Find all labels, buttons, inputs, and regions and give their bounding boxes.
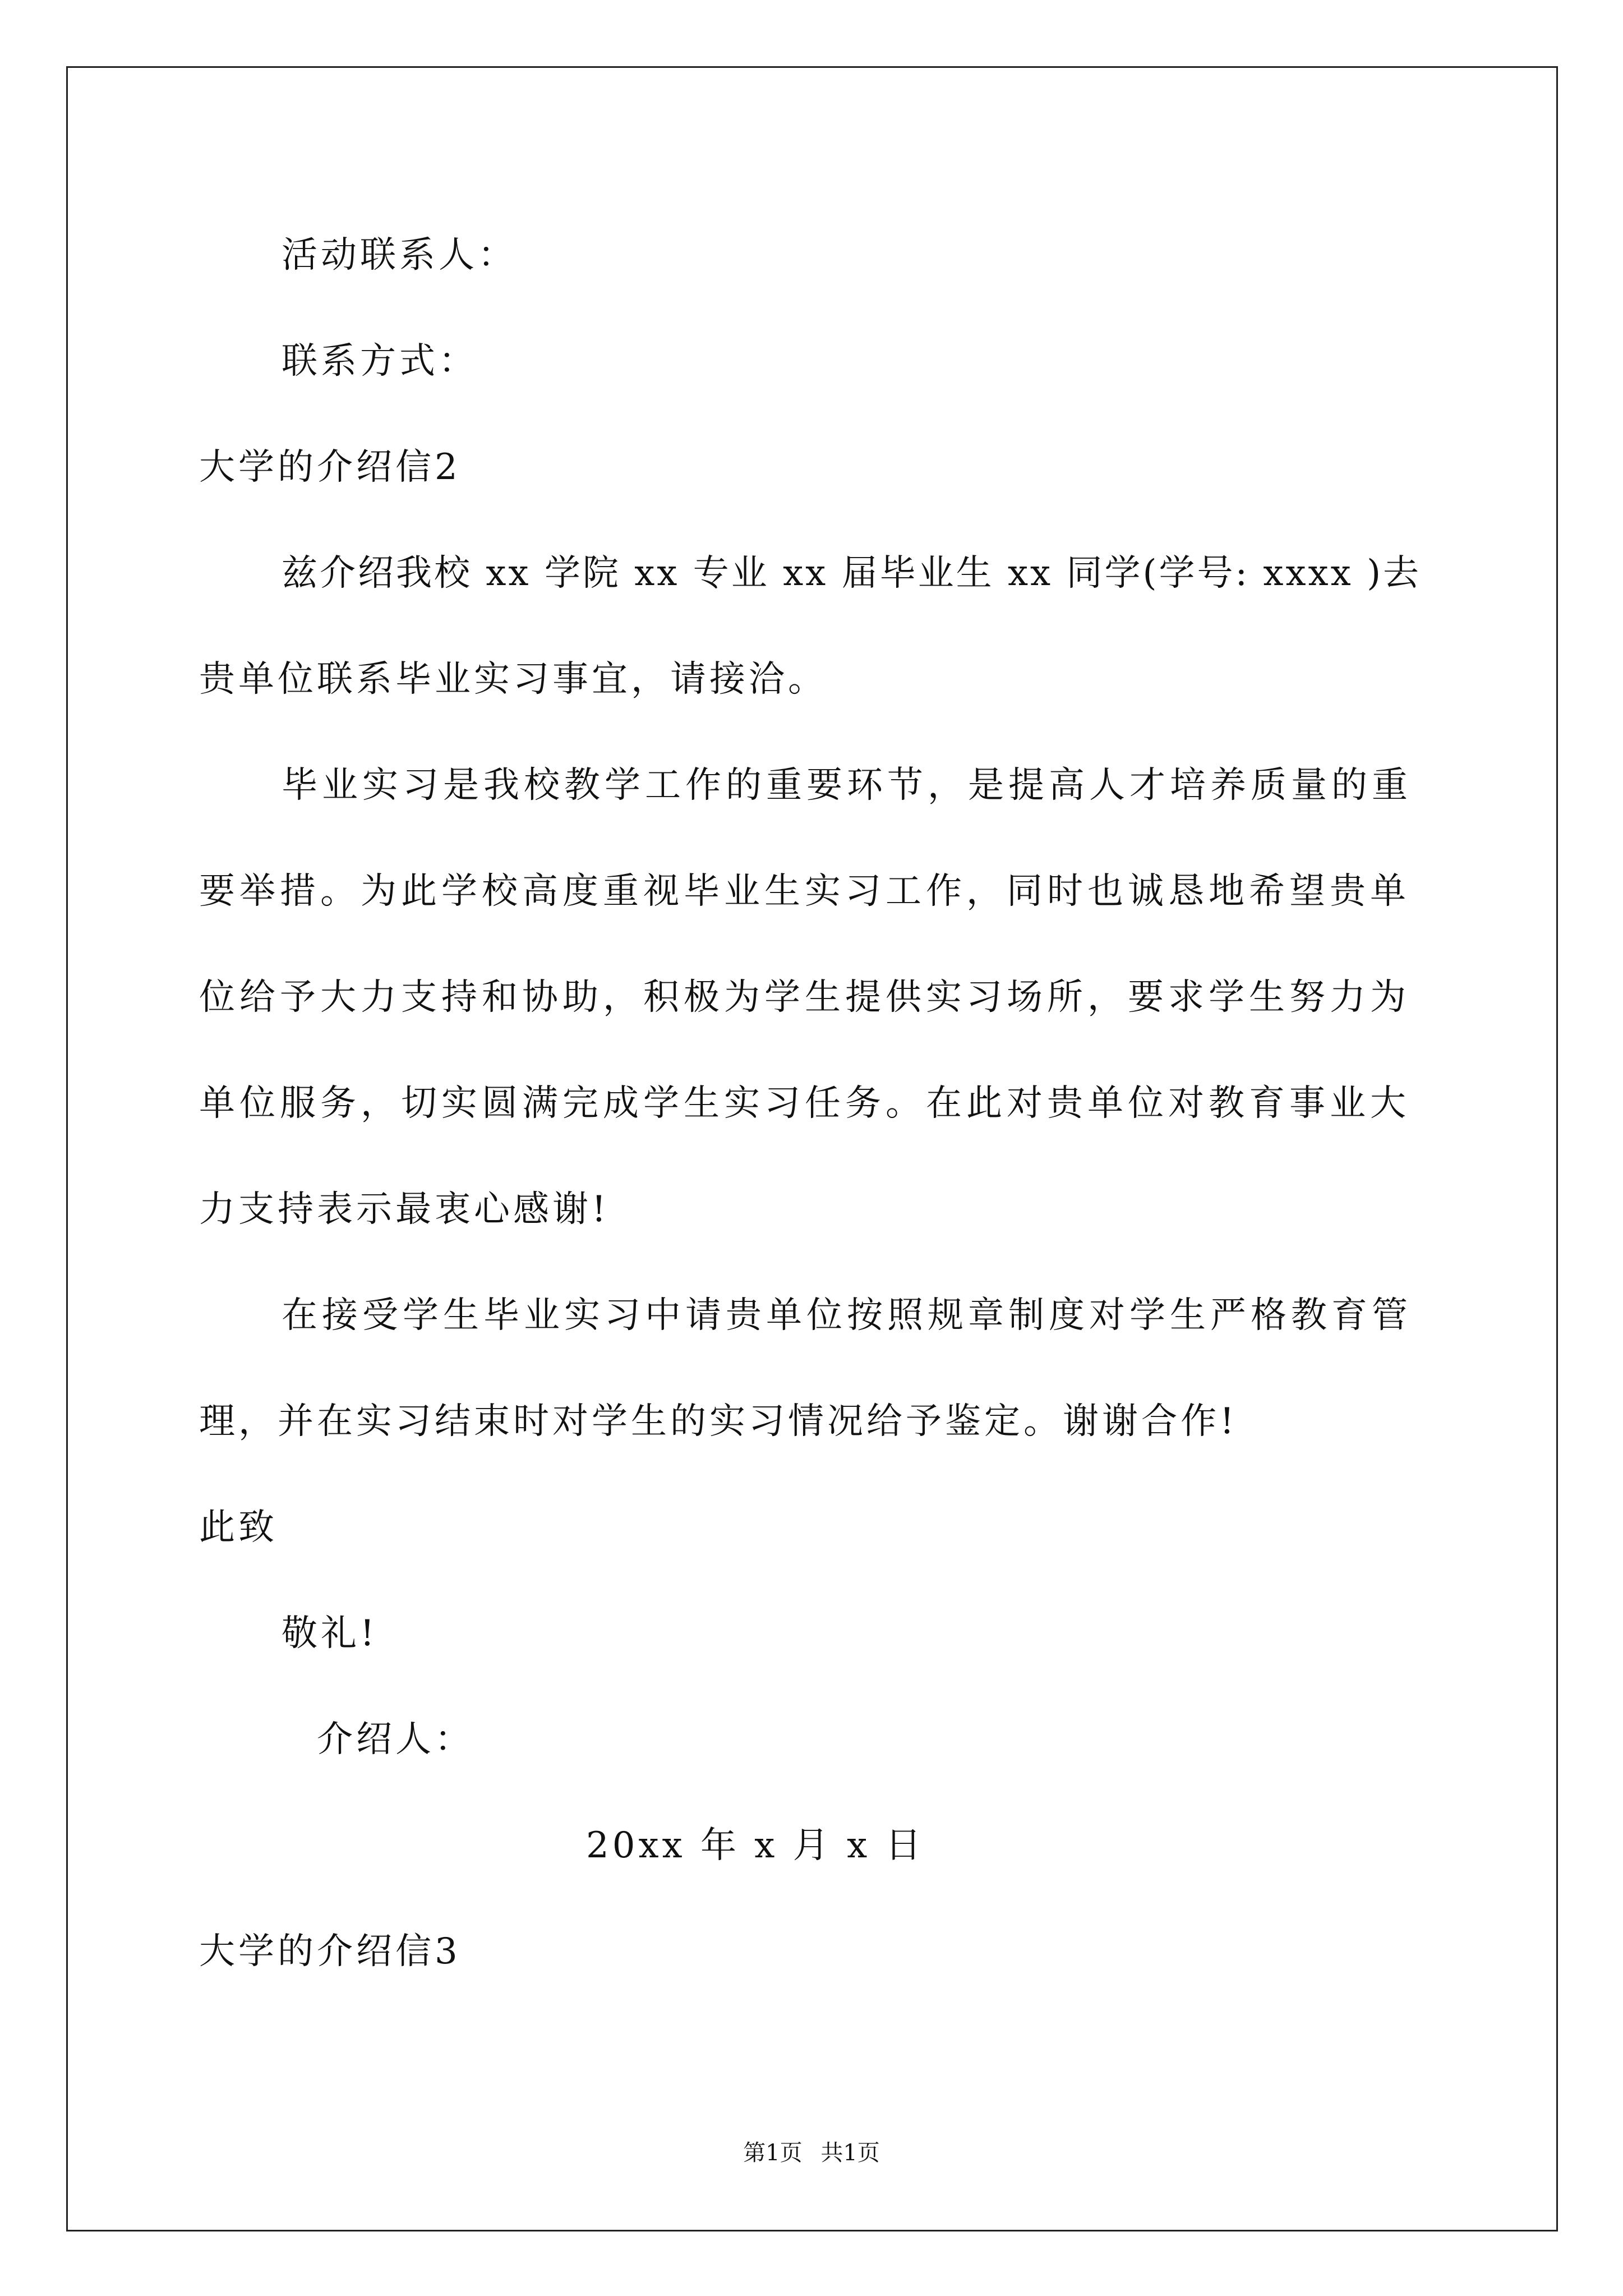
paragraph-3-line-1: 在接受学生毕业实习中请贵单位按照规章制度对学生严格教育管 [282, 1295, 1412, 1336]
paragraph-2-line-3: 位给予大力支持和协助，积极为学生提供实习场所，要求学生努力为 [199, 977, 1410, 1018]
paragraph-2-line-2: 要举措。为此学校高度重视毕业生实习工作，同时也诚恳地希望贵单 [199, 871, 1410, 912]
introducer-label: 介绍人： [317, 1719, 474, 1760]
paragraph-1-line-2: 贵单位联系毕业实习事宜，请接洽。 [199, 659, 827, 700]
paragraph-2-line-4: 单位服务，切实圆满完成学生实习任务。在此对贵单位对教育事业大 [199, 1083, 1410, 1124]
paragraph-3-line-2: 理，并在实习结束时对学生的实习情况给予鉴定。谢谢合作! [199, 1401, 1238, 1442]
closing-jing-li: 敬礼! [282, 1613, 378, 1654]
page-border [66, 66, 1558, 2231]
contact-person-label: 活动联系人： [282, 234, 517, 276]
section-heading-2: 大学的介绍信2 [199, 447, 461, 488]
page-footer [0, 2138, 1623, 2168]
paragraph-1-line-1: 兹介绍我校 xx 学院 xx 专业 xx 届毕业生 xx 同学(学号: xxxx )去 [282, 553, 1422, 594]
contact-method-label: 联系方式： [282, 341, 478, 382]
paragraph-2-line-1: 毕业实习是我校教学工作的重要环节，是提高人才培养质量的重 [282, 765, 1412, 806]
page-number-current: 第1页 [743, 2140, 803, 2166]
letter-date: 20xx 年 x 月 x 日 [586, 1825, 925, 1866]
page-number-total: 共1页 [820, 2140, 880, 2166]
paragraph-2-line-5: 力支持表示最衷心感谢! [199, 1189, 610, 1230]
section-heading-3: 大学的介绍信3 [199, 1931, 461, 1972]
closing-ci-zhi: 此致 [199, 1507, 278, 1548]
